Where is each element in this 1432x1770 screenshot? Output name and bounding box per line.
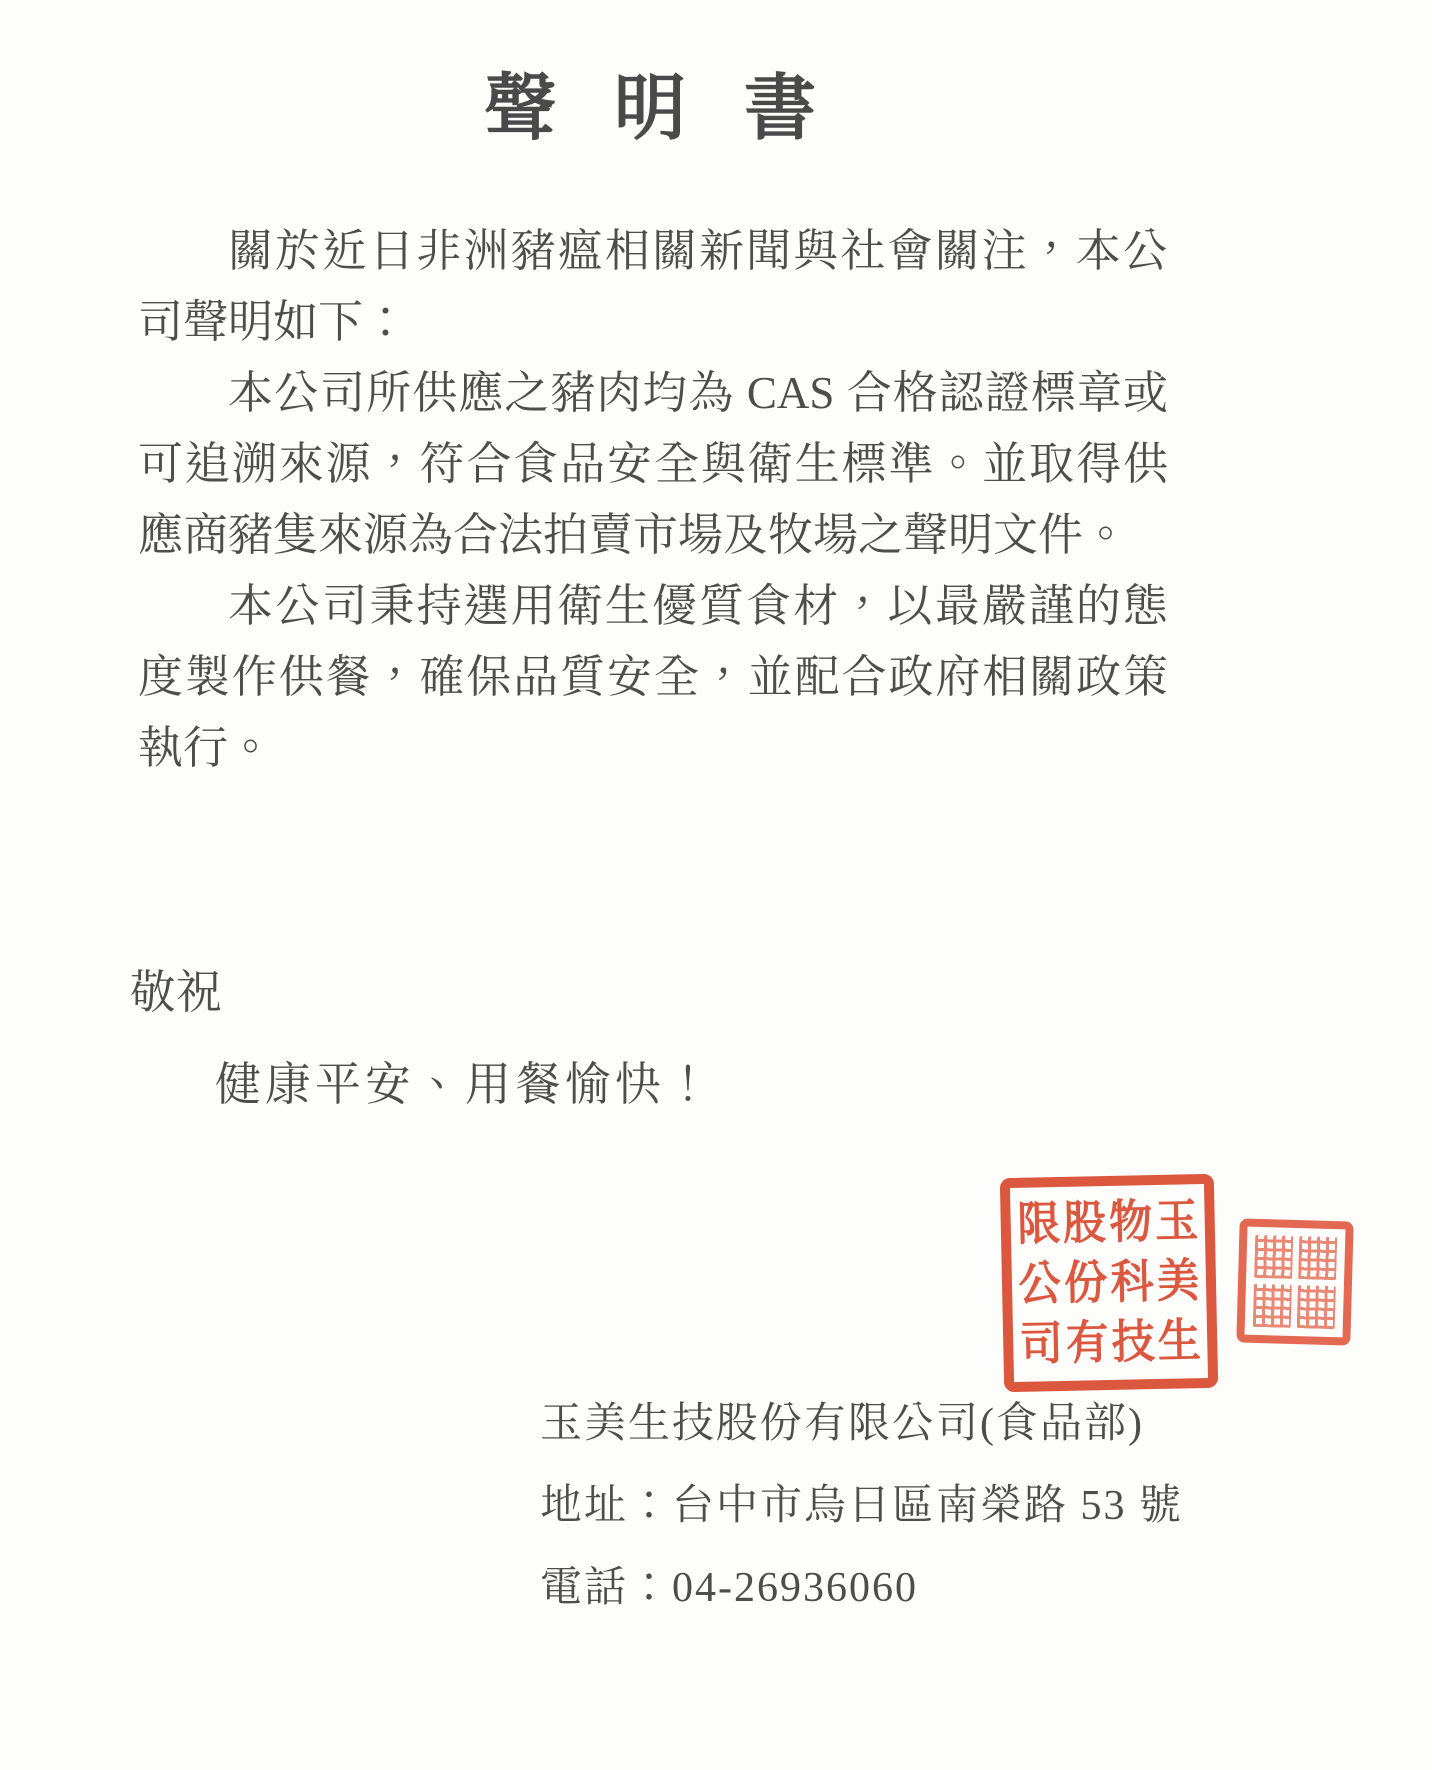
company-seal-char: 公 [1017,1258,1063,1311]
closing-wish: 健康平安、用餐愉快！ [215,1059,715,1110]
paragraph-cas-certification: 本公司所供應之豬肉均為 CAS 合格認證標章或可追溯來源，符合食品安全與衛生標準。並取得供應商豬隻來源為合法拍賣市場及牧場之聲明文件。 [138,368,1168,560]
signature-company-name: 玉美生技股份有限公司(食品部) [540,1401,1144,1447]
page-title: 聲明書 [483,69,874,149]
company-seal-stamp [1000,1174,1218,1392]
company-seal-char: 技 [1111,1316,1156,1369]
company-seal-char: 限 [1016,1198,1061,1251]
company-seal-grid [1015,1191,1203,1375]
company-seal-char: 股 [1062,1197,1107,1250]
company-seal-char: 物 [1108,1196,1153,1249]
personal-name-seal-stamp [1236,1218,1353,1345]
signature-address: 地址：台中市烏日區南榮路 53 號 [540,1483,1184,1529]
company-seal-char: 有 [1065,1317,1110,1370]
company-seal-char: 玉 [1154,1195,1199,1248]
paragraph-quality-commitment: 本公司秉持選用衛生優質食材，以最嚴謹的態度製作供餐，確保品質安全，並配合政府相關政策執行。 [138,581,1168,773]
seal-glyph-pattern [1297,1285,1336,1329]
seal-glyph-pattern [1254,1235,1293,1279]
company-seal-char: 科 [1109,1256,1155,1309]
personal-name-seal-pattern [1253,1235,1338,1329]
closing-salute: 敬祝 [130,967,222,1018]
paragraph-intro: 關於近日非洲豬瘟相關新聞與社會關注，本公司聲明如下： [138,226,1168,347]
company-seal-char: 司 [1019,1318,1064,1371]
body-text [138,216,1168,784]
seal-glyph-pattern [1298,1236,1337,1280]
company-seal-char: 生 [1157,1315,1202,1368]
company-seal-char: 美 [1155,1255,1201,1308]
signature-phone: 電話：04-26936060 [540,1565,918,1611]
seal-glyph-pattern [1253,1284,1292,1328]
company-seal-char: 份 [1063,1257,1109,1310]
